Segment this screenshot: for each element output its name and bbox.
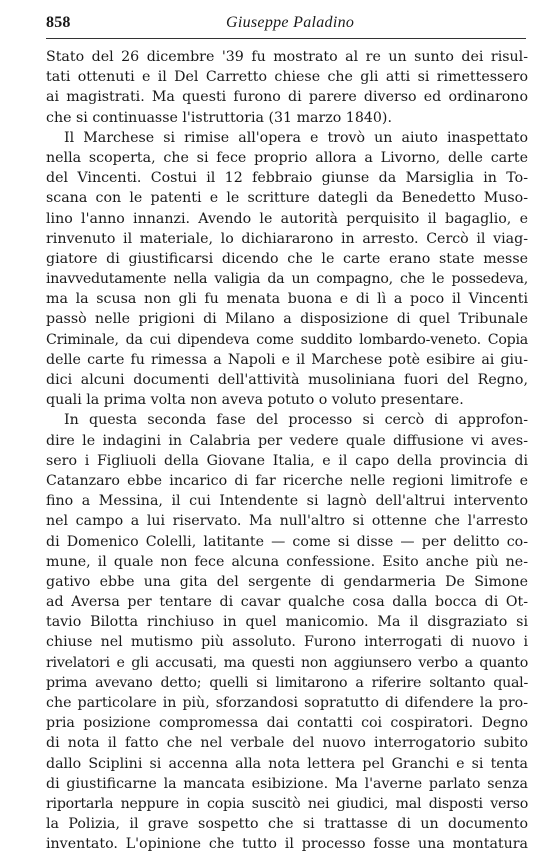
text-line: riportarla neppure in copia suscitò nei giudici, mal disposti verso <box>46 795 528 812</box>
text-line: tavio Bilotta rinchiuso in quel manicomio. Ma il disgraziato si <box>46 614 528 631</box>
text-line: nella scoperta, che si fece proprio allora a Livorno, delle carte <box>46 149 528 166</box>
text-line: fino a Messina, il cui Intendente si lagnò dell'altrui intervento <box>46 493 528 510</box>
text-line: rinvenuto il materiale, lo dichiararono in arresto. Cercò il viag- <box>46 230 528 247</box>
header-rule <box>46 38 526 39</box>
running-head: Giuseppe Paladino <box>226 14 355 31</box>
text-line: la Polizia, il grave sospetto che si trattasse di un documento <box>46 816 528 833</box>
text-line: che si continuasse l'istruttoria (31 marzo 1840). <box>46 109 392 126</box>
text-line: dici alcuni documenti dell'attività musoliniana fuori del Regno, <box>46 372 528 388</box>
text-line: tati ottenuti e il Del Carretto chiese che gli atti si rimettessero <box>46 69 528 86</box>
text-line: delle carte fu rimessa a Napoli e il Marchese potè esibire ai giu- <box>46 351 528 368</box>
text-line: lino l'anno innanzi. Avendo le autorità perquisito il bagaglio, e <box>46 210 528 227</box>
text-line: prima avevano detto; quelli si limitarono a riferire soltanto qual- <box>46 674 528 691</box>
text-line: In questa seconda fase del processo si cercò di approfon- <box>64 412 528 429</box>
text-line: Criminale, da cui dipendeva come suddito lombardo-veneto. Copia <box>46 331 528 348</box>
text-line: ai magistrati. Ma questi furono di parere diverso ed ordinarono <box>46 89 528 106</box>
text-line: sero i Figliuoli della Giovane Italia, e il capo della provincia di <box>46 452 528 469</box>
text-line: dire le indagini in Calabria per vedere quale diffusione vi aves- <box>46 432 528 449</box>
text-line: inventato. L'opinione che tutto il processo fosse una montatura <box>46 836 528 853</box>
text-line: chiuse nel mutismo più assoluto. Furono interrogati di nuovo i <box>46 634 528 651</box>
text-line: Stato del 26 dicembre '39 fu mostrato al re un sunto dei risul- <box>46 49 528 65</box>
text-line: che particolare in più, sforzandosi sopratutto di difendere la pro- <box>46 695 528 711</box>
text-line: di nota il fatto che nel verbale del nuovo interrogatorio subito <box>46 735 528 752</box>
text-line: di Domenico Colelli, latitante — come si disse — per delitto co- <box>46 533 528 550</box>
text-line: passò nelle prigioni di Milano a disposizione di quel Tribunale <box>46 311 528 328</box>
page-number: 858 <box>46 14 71 31</box>
text-line: mune, il quale non fece alcuna confessione. Esito anche più ne- <box>46 553 528 570</box>
body-text <box>46 47 528 855</box>
text-line: ad Aversa per tentare di cavar qualche cosa dalla bocca di Ot- <box>46 594 528 611</box>
text-line: scana con le patenti e le scritture dategli da Benedetto Muso- <box>46 190 528 207</box>
text-line: dallo Sciplini si accenna alla nota lettera pel Granchi e si tenta <box>46 755 528 772</box>
text-line: Catanzaro ebbe incarico di far ricerche nelle regioni limitrofe e <box>46 472 528 489</box>
text-line: del Vincenti. Costui il 12 febbraio giunse da Marsiglia in To- <box>46 170 528 187</box>
text-line: Il Marchese si rimise all'opera e trovò un aiuto inaspettato <box>64 129 528 146</box>
text-line: pria posizione compromessa dai contatti coi cospiratori. Degno <box>46 715 528 732</box>
text-line: nel campo a lui riservato. Ma null'altro si ottenne che l'arresto <box>46 513 528 530</box>
text-line: giatore di giustificarsi dicendo che le carte erano state messe <box>46 250 528 267</box>
page-header <box>46 10 526 36</box>
text-line: di giustificarne la mancata esibizione. Ma l'averne parlato senza <box>46 775 528 792</box>
text-line: gativo ebbe una gita del sergente di gendarmeria De Simone <box>46 573 528 590</box>
text-line: rivelatori e gli accusati, ma questi non aggiunsero verbo a quanto <box>46 654 528 671</box>
text-line: ma la scusa non gli fu menata buona e di lì a poco il Vincenti <box>46 291 528 308</box>
text-line: inavvedutamente nella valigia da un compagno, che le possedeva, <box>46 271 528 288</box>
text-line: quali la prima volta non aveva potuto o voluto presentare. <box>46 392 464 409</box>
